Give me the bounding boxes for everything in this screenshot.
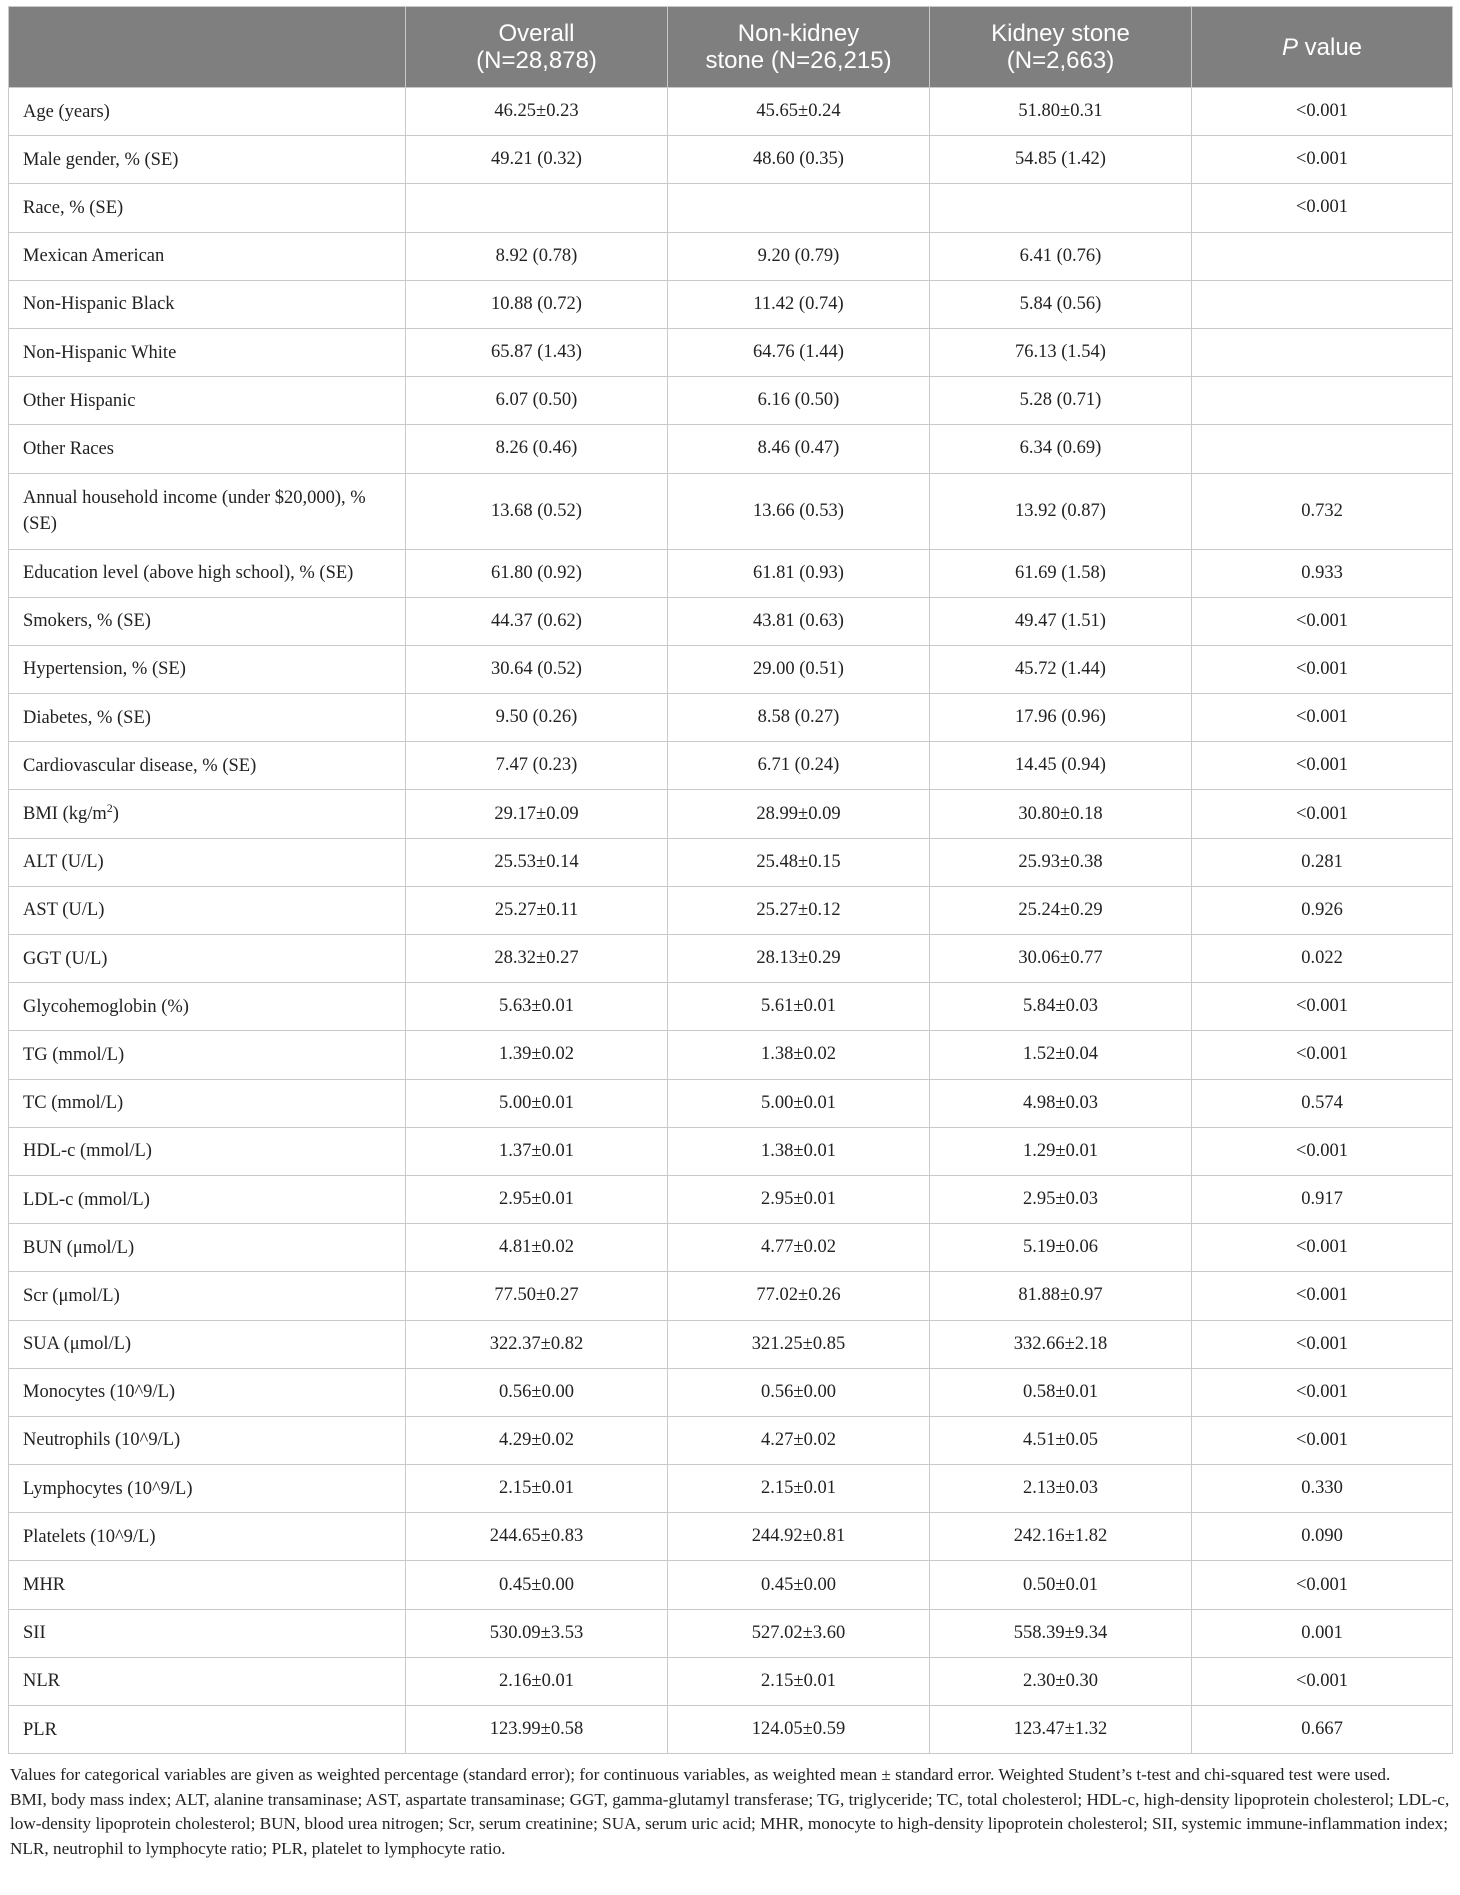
cell-overall: 5.00±0.01	[406, 1079, 668, 1127]
cell-non-kidney-stone: 0.45±0.00	[668, 1561, 930, 1609]
cell-variable-label	[9, 1127, 406, 1175]
cell-p-value: <0.001	[1192, 136, 1453, 184]
cell-non-kidney-stone: 5.61±0.01	[668, 983, 930, 1031]
cell-kidney-stone: 0.58±0.01	[930, 1368, 1192, 1416]
cell-p-value: 0.001	[1192, 1609, 1453, 1657]
cell-non-kidney-stone: 6.71 (0.24)	[668, 742, 930, 790]
cell-variable-label	[9, 1416, 406, 1464]
cell-overall: 9.50 (0.26)	[406, 694, 668, 742]
cell-variable-label	[9, 597, 406, 645]
cell-non-kidney-stone: 5.00±0.01	[668, 1079, 930, 1127]
table-row	[9, 1416, 1453, 1464]
cell-kidney-stone: 2.95±0.03	[930, 1175, 1192, 1223]
cell-non-kidney-stone: 8.46 (0.47)	[668, 425, 930, 473]
cell-p-value: <0.001	[1192, 1127, 1453, 1175]
cell-p-value: <0.001	[1192, 1368, 1453, 1416]
table-row	[9, 1561, 1453, 1609]
cell-non-kidney-stone: 1.38±0.02	[668, 1031, 930, 1079]
cell-kidney-stone: 51.80±0.31	[930, 88, 1192, 136]
cell-variable-label	[9, 1031, 406, 1079]
cell-overall: 25.27±0.11	[406, 886, 668, 934]
table-row	[9, 1175, 1453, 1223]
cell-overall: 4.81±0.02	[406, 1224, 668, 1272]
header-overall-count: (N=28,878)	[476, 47, 597, 74]
cell-overall: 13.68 (0.52)	[406, 473, 668, 549]
cell-variable-label	[9, 935, 406, 983]
cell-overall: 29.17±0.09	[406, 790, 668, 838]
cell-variable-label	[9, 1224, 406, 1272]
table-row	[9, 838, 1453, 886]
cell-kidney-stone: 4.98±0.03	[930, 1079, 1192, 1127]
cell-variable-label	[9, 886, 406, 934]
table-row	[9, 645, 1453, 693]
cell-variable-label	[9, 136, 406, 184]
table-row	[9, 1368, 1453, 1416]
variable-label-text: Age (years)	[23, 101, 110, 122]
variable-label-text: Neutrophils (10^9/L)	[23, 1430, 181, 1451]
cell-variable-label	[9, 184, 406, 232]
header-non-kidney-count: stone (N=26,215)	[705, 47, 892, 74]
variable-label-text: TC (mmol/L)	[23, 1093, 124, 1114]
cell-variable-label	[9, 328, 406, 376]
table-row	[9, 597, 1453, 645]
cell-overall: 123.99±0.58	[406, 1706, 668, 1754]
cell-p-value: <0.001	[1192, 983, 1453, 1031]
cell-non-kidney-stone: 45.65±0.24	[668, 88, 930, 136]
cell-p-value: <0.001	[1192, 742, 1453, 790]
table-row	[9, 1465, 1453, 1513]
cell-variable-label	[9, 88, 406, 136]
cell-kidney-stone: 242.16±1.82	[930, 1513, 1192, 1561]
cell-kidney-stone: 76.13 (1.54)	[930, 328, 1192, 376]
cell-variable-label	[9, 1513, 406, 1561]
table-row	[9, 232, 1453, 280]
cell-overall: 10.88 (0.72)	[406, 280, 668, 328]
cell-overall: 1.39±0.02	[406, 1031, 668, 1079]
cell-non-kidney-stone: 1.38±0.01	[668, 1127, 930, 1175]
cell-kidney-stone: 4.51±0.05	[930, 1416, 1192, 1464]
variable-label-text: Male gender, % (SE)	[23, 149, 179, 170]
cell-variable-label	[9, 1561, 406, 1609]
cell-kidney-stone: 81.88±0.97	[930, 1272, 1192, 1320]
cell-variable-label	[9, 549, 406, 597]
cell-kidney-stone: 30.06±0.77	[930, 935, 1192, 983]
cell-overall: 2.16±0.01	[406, 1657, 668, 1705]
cell-kidney-stone: 332.66±2.18	[930, 1320, 1192, 1368]
cell-non-kidney-stone: 77.02±0.26	[668, 1272, 930, 1320]
variable-label-text: LDL-c (mmol/L)	[23, 1189, 150, 1210]
cell-kidney-stone	[930, 184, 1192, 232]
cell-non-kidney-stone: 29.00 (0.51)	[668, 645, 930, 693]
cell-p-value: <0.001	[1192, 88, 1453, 136]
cell-overall: 0.45±0.00	[406, 1561, 668, 1609]
cell-non-kidney-stone: 48.60 (0.35)	[668, 136, 930, 184]
variable-label-text: AST (U/L)	[23, 900, 105, 921]
cell-p-value: <0.001	[1192, 1224, 1453, 1272]
cell-p-value: 0.732	[1192, 473, 1453, 549]
cell-overall: 65.87 (1.43)	[406, 328, 668, 376]
footnote-abbreviations: BMI, body mass index; ALT, alanine transaminase; AST, aspartate transaminase; GGT, gamma-glutamyl transferase; TG, triglyceride; TC, total cholesterol; HDL-c, high-density lipoprotein cholesterol; LDL-c, low-density lipoprotein cholesterol; BUN, blood urea nitrogen; Scr, serum creatinine; SUA, serum uric acid; MHR, monocyte to high-density lipoprotein cholesterol; SII, systemic immune-inflammation index; NLR, neutrophil to lymphocyte ratio; PLR, platelet to lymphocyte ratio.	[10, 1789, 1450, 1858]
table-body	[9, 88, 1453, 1754]
table-row	[9, 377, 1453, 425]
variable-label-text: GGT (U/L)	[23, 948, 108, 969]
table-row	[9, 886, 1453, 934]
cell-kidney-stone: 5.84±0.03	[930, 983, 1192, 1031]
cell-non-kidney-stone: 9.20 (0.79)	[668, 232, 930, 280]
table-row	[9, 473, 1453, 549]
cell-p-value: <0.001	[1192, 645, 1453, 693]
cell-kidney-stone: 2.30±0.30	[930, 1657, 1192, 1705]
table-header	[9, 7, 1453, 88]
cell-non-kidney-stone: 61.81 (0.93)	[668, 549, 930, 597]
cell-variable-label	[9, 983, 406, 1031]
cell-kidney-stone: 5.28 (0.71)	[930, 377, 1192, 425]
cell-overall: 46.25±0.23	[406, 88, 668, 136]
cell-non-kidney-stone: 64.76 (1.44)	[668, 328, 930, 376]
cell-p-value: 0.933	[1192, 549, 1453, 597]
cell-variable-label	[9, 1657, 406, 1705]
table-row	[9, 549, 1453, 597]
cell-overall: 6.07 (0.50)	[406, 377, 668, 425]
cell-p-value: <0.001	[1192, 1031, 1453, 1079]
table-row	[9, 983, 1453, 1031]
variable-label-text: Other Hispanic	[23, 390, 136, 411]
cell-overall: 8.26 (0.46)	[406, 425, 668, 473]
cell-variable-label	[9, 742, 406, 790]
table-row	[9, 1127, 1453, 1175]
cell-kidney-stone: 25.24±0.29	[930, 886, 1192, 934]
cell-overall: 44.37 (0.62)	[406, 597, 668, 645]
cell-kidney-stone: 17.96 (0.96)	[930, 694, 1192, 742]
cell-non-kidney-stone: 28.13±0.29	[668, 935, 930, 983]
cell-p-value: 0.330	[1192, 1465, 1453, 1513]
variable-label-text: PLR	[23, 1719, 57, 1740]
cell-p-value: <0.001	[1192, 1320, 1453, 1368]
cell-p-value: <0.001	[1192, 1657, 1453, 1705]
variable-label-text: Mexican American	[23, 246, 165, 267]
cell-kidney-stone: 5.84 (0.56)	[930, 280, 1192, 328]
variable-label-text: Monocytes (10^9/L)	[23, 1382, 176, 1403]
cell-non-kidney-stone: 8.58 (0.27)	[668, 694, 930, 742]
cell-p-value: 0.281	[1192, 838, 1453, 886]
cell-non-kidney-stone: 321.25±0.85	[668, 1320, 930, 1368]
cell-overall: 5.63±0.01	[406, 983, 668, 1031]
cell-p-value: 0.667	[1192, 1706, 1453, 1754]
cell-kidney-stone: 558.39±9.34	[930, 1609, 1192, 1657]
variable-label-text: SUA (μmol/L)	[23, 1334, 132, 1355]
variable-label-text: Non-Hispanic White	[23, 342, 177, 363]
cell-non-kidney-stone: 28.99±0.09	[668, 790, 930, 838]
cell-p-value: 0.917	[1192, 1175, 1453, 1223]
cell-overall: 30.64 (0.52)	[406, 645, 668, 693]
cell-non-kidney-stone: 13.66 (0.53)	[668, 473, 930, 549]
table-row	[9, 1657, 1453, 1705]
cell-kidney-stone: 1.52±0.04	[930, 1031, 1192, 1079]
table-row	[9, 790, 1453, 838]
header-row	[9, 7, 1453, 88]
cell-non-kidney-stone: 244.92±0.81	[668, 1513, 930, 1561]
cell-variable-label	[9, 425, 406, 473]
variable-label-text: Hypertension, % (SE)	[23, 659, 186, 680]
cell-p-value	[1192, 425, 1453, 473]
table-row	[9, 1609, 1453, 1657]
table-row	[9, 1224, 1453, 1272]
cell-overall: 4.29±0.02	[406, 1416, 668, 1464]
cell-non-kidney-stone: 43.81 (0.63)	[668, 597, 930, 645]
table-row	[9, 1320, 1453, 1368]
variable-label-text: Race, % (SE)	[23, 197, 124, 218]
cell-overall: 530.09±3.53	[406, 1609, 668, 1657]
table-row	[9, 742, 1453, 790]
cell-variable-label	[9, 1320, 406, 1368]
cell-variable-label	[9, 473, 406, 549]
cell-kidney-stone: 6.34 (0.69)	[930, 425, 1192, 473]
cell-variable-label	[9, 1465, 406, 1513]
cell-p-value	[1192, 280, 1453, 328]
cell-overall: 8.92 (0.78)	[406, 232, 668, 280]
cell-kidney-stone: 13.92 (0.87)	[930, 473, 1192, 549]
cell-non-kidney-stone: 2.95±0.01	[668, 1175, 930, 1223]
table-row	[9, 136, 1453, 184]
cell-overall: 244.65±0.83	[406, 1513, 668, 1561]
cell-p-value: 0.574	[1192, 1079, 1453, 1127]
cell-variable-label	[9, 645, 406, 693]
cell-kidney-stone: 25.93±0.38	[930, 838, 1192, 886]
cell-p-value: 0.090	[1192, 1513, 1453, 1561]
table-row	[9, 88, 1453, 136]
cell-variable-label	[9, 790, 406, 838]
cell-variable-label	[9, 1706, 406, 1754]
cell-p-value	[1192, 377, 1453, 425]
variable-label-text: BUN (μmol/L)	[23, 1237, 135, 1258]
header-overall-label: Overall	[498, 20, 575, 47]
cell-p-value: 0.022	[1192, 935, 1453, 983]
cell-non-kidney-stone: 6.16 (0.50)	[668, 377, 930, 425]
cell-kidney-stone: 6.41 (0.76)	[930, 232, 1192, 280]
cell-kidney-stone: 0.50±0.01	[930, 1561, 1192, 1609]
table-row	[9, 1079, 1453, 1127]
variable-label-text: Smokers, % (SE)	[23, 611, 151, 632]
cell-non-kidney-stone: 0.56±0.00	[668, 1368, 930, 1416]
cell-p-value: <0.001	[1192, 1416, 1453, 1464]
variable-label-text: NLR	[23, 1671, 60, 1692]
cell-overall: 2.15±0.01	[406, 1465, 668, 1513]
cell-non-kidney-stone	[668, 184, 930, 232]
cell-overall: 25.53±0.14	[406, 838, 668, 886]
cell-non-kidney-stone: 2.15±0.01	[668, 1465, 930, 1513]
cell-variable-label	[9, 377, 406, 425]
header-kidney-count: (N=2,663)	[1006, 47, 1115, 74]
variable-label-text: Platelets (10^9/L)	[23, 1526, 156, 1547]
header-cell-p-value	[1192, 7, 1453, 88]
cell-non-kidney-stone: 11.42 (0.74)	[668, 280, 930, 328]
cell-p-value: <0.001	[1192, 1272, 1453, 1320]
table-row	[9, 935, 1453, 983]
cell-p-value: <0.001	[1192, 597, 1453, 645]
cell-overall: 28.32±0.27	[406, 935, 668, 983]
variable-label-text: SII	[23, 1623, 46, 1644]
cell-kidney-stone: 123.47±1.32	[930, 1706, 1192, 1754]
cell-p-value: <0.001	[1192, 790, 1453, 838]
variable-label-text: Cardiovascular disease, % (SE)	[23, 755, 257, 776]
variable-label-text: Diabetes, % (SE)	[23, 707, 151, 728]
table-row	[9, 1272, 1453, 1320]
variable-label-text: Scr (μmol/L)	[23, 1285, 120, 1306]
table-row	[9, 425, 1453, 473]
cell-kidney-stone: 5.19±0.06	[930, 1224, 1192, 1272]
document-page	[8, 6, 1452, 1861]
cell-p-value: <0.001	[1192, 184, 1453, 232]
cell-overall: 77.50±0.27	[406, 1272, 668, 1320]
cell-kidney-stone: 49.47 (1.51)	[930, 597, 1192, 645]
cell-kidney-stone: 30.80±0.18	[930, 790, 1192, 838]
cell-variable-label	[9, 1272, 406, 1320]
table-row	[9, 1031, 1453, 1079]
cell-variable-label	[9, 1079, 406, 1127]
cell-p-value: 0.926	[1192, 886, 1453, 934]
cell-non-kidney-stone: 4.77±0.02	[668, 1224, 930, 1272]
header-non-kidney-label: Non-kidney	[737, 20, 860, 47]
variable-label-text: Lymphocytes (10^9/L)	[23, 1478, 193, 1499]
label-superscript: 2	[106, 800, 113, 815]
variable-label-text: Non-Hispanic Black	[23, 294, 175, 315]
cell-non-kidney-stone: 4.27±0.02	[668, 1416, 930, 1464]
cell-non-kidney-stone: 124.05±0.59	[668, 1706, 930, 1754]
cell-non-kidney-stone: 2.15±0.01	[668, 1657, 930, 1705]
cell-variable-label	[9, 232, 406, 280]
cell-p-value	[1192, 232, 1453, 280]
cell-overall: 2.95±0.01	[406, 1175, 668, 1223]
variable-label-text: HDL-c (mmol/L)	[23, 1141, 152, 1162]
variable-label-text: MHR	[23, 1575, 66, 1596]
header-p-rest: value	[1297, 33, 1363, 61]
cell-kidney-stone: 14.45 (0.94)	[930, 742, 1192, 790]
cell-overall: 1.37±0.01	[406, 1127, 668, 1175]
table-row	[9, 694, 1453, 742]
cell-overall: 61.80 (0.92)	[406, 549, 668, 597]
variable-label-text: ALT (U/L)	[23, 852, 104, 873]
cell-p-value: <0.001	[1192, 694, 1453, 742]
cell-overall: 7.47 (0.23)	[406, 742, 668, 790]
table-row	[9, 280, 1453, 328]
table-row	[9, 1513, 1453, 1561]
table-row	[9, 184, 1453, 232]
cell-non-kidney-stone: 25.27±0.12	[668, 886, 930, 934]
cell-kidney-stone: 61.69 (1.58)	[930, 549, 1192, 597]
variable-label-text: Education level (above high school), % (SE)	[23, 563, 354, 584]
cell-overall: 322.37±0.82	[406, 1320, 668, 1368]
cell-non-kidney-stone: 527.02±3.60	[668, 1609, 930, 1657]
table-row	[9, 328, 1453, 376]
cell-variable-label	[9, 838, 406, 886]
cell-overall	[406, 184, 668, 232]
variable-label-text: TG (mmol/L)	[23, 1044, 125, 1065]
header-cell-overall	[406, 7, 668, 88]
table-footnotes	[8, 1763, 1452, 1861]
variable-label-text: BMI (kg/m	[23, 804, 107, 825]
cell-variable-label	[9, 694, 406, 742]
cell-overall: 0.56±0.00	[406, 1368, 668, 1416]
cell-kidney-stone: 1.29±0.01	[930, 1127, 1192, 1175]
cell-p-value	[1192, 328, 1453, 376]
header-cell-variable	[9, 7, 406, 88]
variable-label-text: Other Races	[23, 438, 114, 459]
baseline-characteristics-table	[8, 6, 1453, 1754]
label-tail: )	[112, 804, 119, 825]
cell-variable-label	[9, 1368, 406, 1416]
cell-variable-label	[9, 1609, 406, 1657]
cell-overall: 49.21 (0.32)	[406, 136, 668, 184]
table-row	[9, 1706, 1453, 1754]
footnote-values: Values for categorical variables are given as weighted percentage (standard error); for continuous variables, as weighted mean ± standard error. Weighted Student’s t-test and chi-squared test were used.	[10, 1765, 1391, 1785]
variable-label-text: Glycohemoglobin (%)	[23, 996, 189, 1017]
cell-kidney-stone: 2.13±0.03	[930, 1465, 1192, 1513]
cell-kidney-stone: 45.72 (1.44)	[930, 645, 1192, 693]
variable-label-text: Annual household income (under $20,000), % (SE)	[23, 488, 366, 534]
cell-variable-label	[9, 280, 406, 328]
header-cell-kidney-stone	[930, 7, 1192, 88]
cell-non-kidney-stone: 25.48±0.15	[668, 838, 930, 886]
cell-variable-label	[9, 1175, 406, 1223]
header-p-italic: P	[1281, 33, 1298, 61]
header-cell-non-kidney-stone	[668, 7, 930, 88]
cell-p-value: <0.001	[1192, 1561, 1453, 1609]
cell-kidney-stone: 54.85 (1.42)	[930, 136, 1192, 184]
header-kidney-label: Kidney stone	[991, 20, 1130, 47]
